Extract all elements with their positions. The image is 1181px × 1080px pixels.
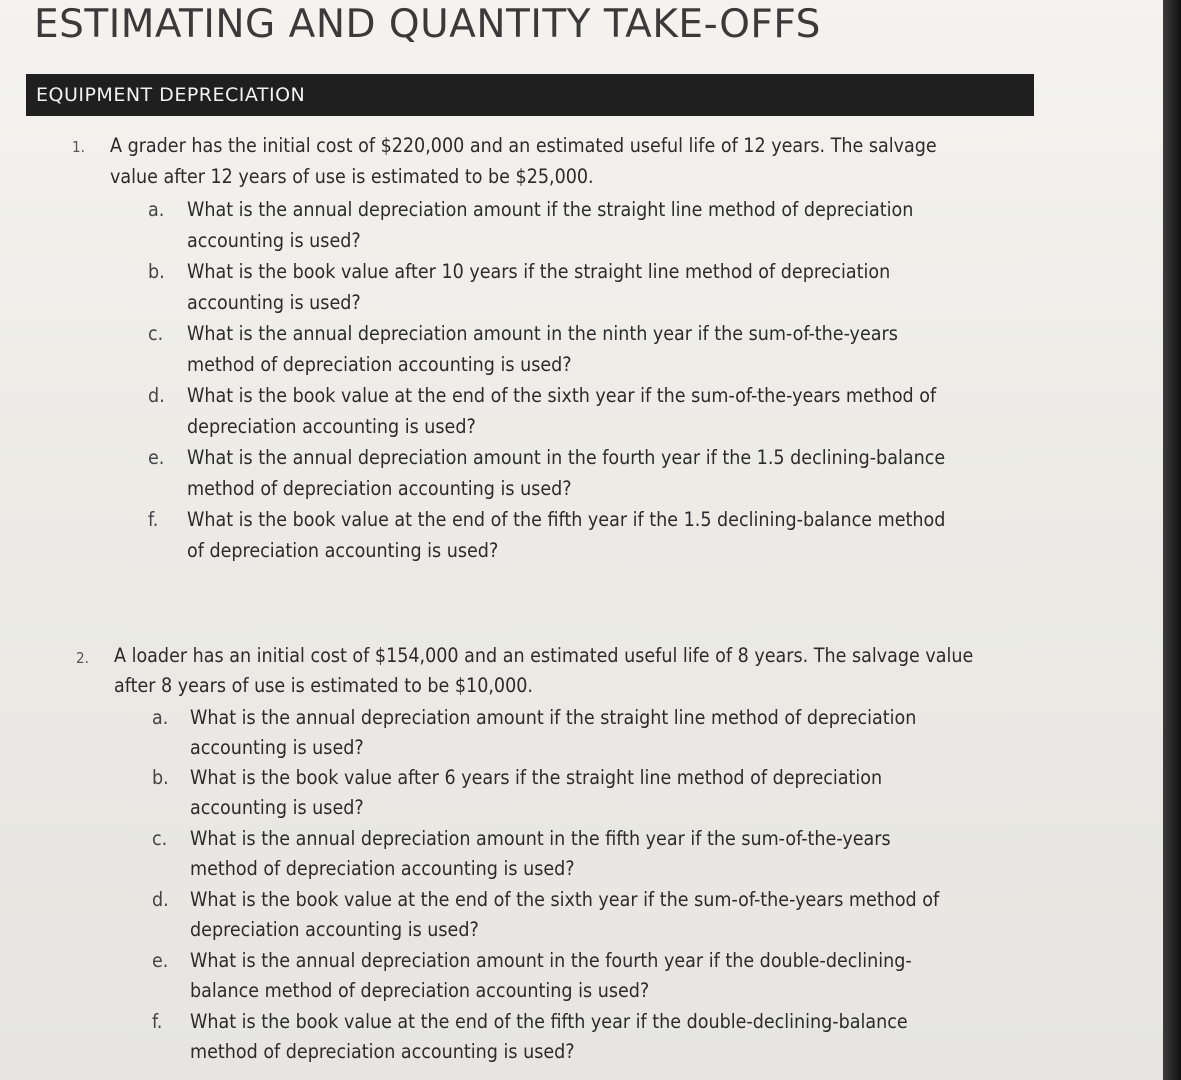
question-letter: c. (152, 827, 168, 850)
statement-line: after 8 years of use is estimated to be $10,000. (114, 674, 533, 697)
question-letter: e. (152, 949, 169, 972)
question-line: What is the book value at the end of the sixth year if the sum-of-the-years method of (190, 888, 940, 911)
question-letter: d. (152, 888, 169, 911)
monitor-bezel (1163, 0, 1181, 1080)
question-line: What is the book value at the end of the fifth year if the 1.5 declining-balance method (187, 508, 946, 531)
problem-statement (110, 130, 937, 192)
question-line: depreciation accounting is used? (187, 415, 476, 438)
page-title: ESTIMATING AND QUANTITY TAKE-OFFS (34, 2, 821, 47)
question-line: accounting is used? (190, 796, 364, 819)
statement-line: A loader has an initial cost of $154,000 and an estimated useful life of 8 years. The salvage value (114, 644, 974, 667)
question-line: balance method of depreciation accounting is used? (190, 979, 650, 1002)
question-line: What is the annual depreciation amount in the fourth year if the 1.5 declining-balance (187, 446, 946, 469)
question-line: accounting is used? (190, 736, 364, 759)
question-line: What is the book value at the end of the fifth year if the double-declining-balance (190, 1010, 908, 1033)
question-letter: b. (152, 766, 169, 789)
statement-line: value after 12 years of use is estimated to be $25,000. (110, 165, 594, 188)
question-line: method of depreciation accounting is used? (190, 857, 575, 880)
section-header-bar (26, 74, 1034, 116)
question-letter: c. (148, 322, 164, 345)
question-line: What is the book value at the end of the sixth year if the sum-of-the-years method of (187, 384, 937, 407)
question-line: accounting is used? (187, 229, 361, 252)
section-heading: EQUIPMENT DEPRECIATION (36, 84, 306, 106)
question-letter: f. (148, 508, 159, 531)
question-line: method of depreciation accounting is used? (190, 1040, 575, 1063)
problem-2 (0, 641, 1100, 1071)
statement-line: A grader has the initial cost of $220,000 and an estimated useful life of 12 years. The salvage (110, 134, 937, 157)
question-line: What is the annual depreciation amount in the ninth year if the sum-of-the-years (187, 322, 898, 345)
question-line: of depreciation accounting is used? (187, 539, 499, 562)
question-line: What is the annual depreciation amount if the straight line method of depreciation (187, 198, 914, 221)
problem-number: 2. (76, 649, 89, 667)
question-line: What is the annual depreciation amount in the fourth year if the double-declining- (190, 949, 912, 972)
question-letter: b. (148, 260, 165, 283)
problem-1 (0, 130, 1100, 570)
question-line: method of depreciation accounting is used? (187, 353, 572, 376)
question-letter: d. (148, 384, 165, 407)
question-line: method of depreciation accounting is used? (187, 477, 572, 500)
question-line: What is the annual depreciation amount in the fifth year if the sum-of-the-years (190, 827, 891, 850)
question-letter: a. (148, 198, 165, 221)
question-line: accounting is used? (187, 291, 361, 314)
problem-statement (114, 641, 973, 701)
question-line: What is the book value after 6 years if the straight line method of depreciation (190, 766, 883, 789)
question-letter: a. (152, 706, 169, 729)
question-line: depreciation accounting is used? (190, 918, 479, 941)
problem-number: 1. (72, 138, 85, 156)
question-line: What is the book value after 10 years if the straight line method of depreciation (187, 260, 891, 283)
question-line: What is the annual depreciation amount if the straight line method of depreciation (190, 706, 917, 729)
question-letter: f. (152, 1010, 163, 1033)
question-letter: e. (148, 446, 165, 469)
